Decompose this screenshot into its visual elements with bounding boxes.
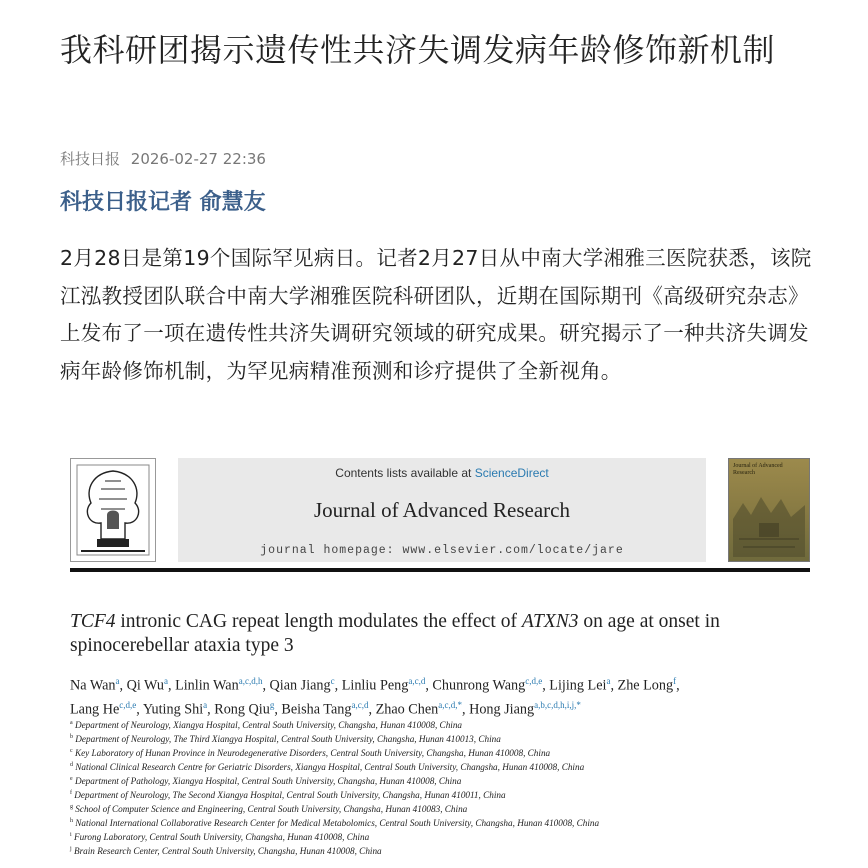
author-sup[interactable]: f: [673, 676, 677, 686]
affiliation-text: Department of Neurology, The Third Xiangya Hospital, Central South University, Changsha, Hunan 410013, China: [75, 734, 501, 745]
affiliation: [70, 830, 810, 844]
author-list: [70, 672, 810, 719]
journal-banner: [178, 458, 706, 562]
cover-title: Journal of Advanced Research: [733, 463, 783, 476]
author-sup[interactable]: g: [269, 699, 275, 710]
author-sup[interactable]: c: [330, 676, 335, 686]
author: Chunrong Wang: [432, 677, 526, 694]
affiliation-text: Brain Research Center, Central South University, Changsha, Hunan 410008, China: [73, 845, 382, 856]
affiliation: [70, 774, 810, 788]
affiliation-sup: f: [70, 789, 72, 796]
journal-name: Journal of Advanced Research: [314, 498, 570, 522]
title-gene-tcf4: TCF4: [70, 611, 116, 632]
author-sup[interactable]: a,c,d,h: [238, 676, 263, 686]
affiliation-sup: e: [70, 775, 73, 782]
affiliation-text: National Clinical Research Centre for Geriatric Disorders, Xiangya Hospital, Central South University, Changsha, Hunan 410008, China: [75, 761, 585, 772]
author: Zhe Long: [617, 677, 674, 694]
author-line-1: Na Wan$^a$, Qi Wu$^a$, Linlin Wan$^{a,c,d,h}$, Qian Jiang$^c$, Linliu Peng$^{a,c,d}$, Chunrong Wang$^{c,d,e}$, Lijing Lei$^a$, Zhe Long$^f$,: [70, 676, 680, 694]
affiliation-sup: b: [70, 733, 73, 740]
author-sup[interactable]: a: [606, 676, 611, 686]
title-part-2: on age at onset in spinocerebellar ataxia type 3: [70, 611, 720, 656]
affiliation-list: [70, 718, 810, 858]
author-sup[interactable]: a: [163, 676, 168, 686]
author: Linliu Peng: [341, 677, 409, 694]
article-source[interactable]: 科技日报: [60, 150, 121, 168]
author: Na Wan: [70, 677, 116, 694]
author: Zhao Chen: [375, 701, 439, 718]
author: Linlin Wan: [175, 677, 239, 694]
author-line-2: Lang He$^{c,d,e}$, Yuting Shi$^a$, Rong Qiu$^g$, Beisha Tang$^{a,c,d}$, Zhao Chen$^{a,c,d,*}$, Hong Jiang$^{a,b,c,d,h,i,j,*}$: [70, 699, 581, 718]
article-title: 我科研团揭示遗传性共济失调发病年龄修饰新机制: [60, 31, 776, 69]
contents-line: [178, 466, 706, 480]
journal-header: [70, 456, 810, 568]
paper-title: [70, 610, 790, 658]
affiliation-sup: a: [70, 720, 73, 726]
contents-prefix: Contents lists available at: [335, 466, 475, 480]
affiliation-text: Furong Laboratory, Central South University, Changsha, Hunan 410008, China: [73, 831, 370, 842]
affiliation-sup: h: [70, 817, 73, 824]
author: Rong Qiu: [214, 701, 270, 718]
author-sup[interactable]: a,b,c,d,h,i,j,*: [534, 699, 581, 710]
affiliation: [70, 788, 810, 802]
author-sup[interactable]: c,d,e: [119, 699, 137, 710]
author-sup[interactable]: a,c,d,*: [438, 699, 462, 710]
author-sup[interactable]: a: [115, 676, 120, 686]
article-meta: [60, 148, 266, 169]
author-sup[interactable]: c,d,e: [525, 676, 543, 686]
affiliation: [70, 760, 810, 774]
article-datetime: 2026-02-27 22:36: [130, 150, 266, 168]
affiliation: [70, 718, 810, 732]
header-rule: [70, 568, 810, 572]
affiliation: [70, 844, 810, 858]
elsevier-tree-logo: [70, 458, 156, 562]
affiliation-text: Department of Pathology, Xiangya Hospital, Central South University, Changsha, Hunan 410008, China: [74, 775, 462, 786]
title-part-1: intronic CAG repeat length modulates the effect of: [115, 611, 522, 632]
journal-homepage: journal homepage: www.elsevier.com/locate/jare: [260, 544, 624, 557]
affiliation-text: Department of Neurology, Xiangya Hospital, Central South University, Changsha, Hunan 410008, China: [74, 720, 463, 731]
article-paragraph: 2月28日是第19个国际罕见病日。记者2月27日从中南大学湘雅三医院获悉，该院江泓教授团队联合中南大学湘雅医院科研团队，近期在国际期刊《高级研究杂志》上发布了一项在遗传性共济失调研究领域的研究成果。研究揭示了一种共济失调发病年龄修饰机制，为罕见病精准预测和诊疗提供了全新视角。: [60, 246, 812, 383]
author-sup[interactable]: a: [203, 699, 208, 710]
affiliation-sup: c: [70, 747, 73, 754]
affiliation-text: School of Computer Science and Engineering, Central South University, Changsha, Hunan 410083, China: [75, 803, 468, 814]
affiliation-sup: d: [70, 761, 73, 768]
title-gene-atxn3: ATXN3: [521, 611, 579, 632]
affiliation-sup: g: [70, 803, 73, 810]
affiliation: [70, 816, 810, 830]
paper-image: [70, 456, 810, 864]
author: Hong Jiang: [469, 701, 535, 718]
affiliation-sup: j: [70, 845, 72, 852]
author: Lang He: [70, 701, 120, 718]
sciencedirect-link[interactable]: ScienceDirect: [474, 466, 549, 480]
author-sup[interactable]: a,c,d: [408, 676, 426, 686]
author: Qian Jiang: [269, 677, 331, 694]
affiliation-text: Key Laboratory of Hunan Province in Neurodegenerative Disorders, Central South University, Changsha, Hunan 410008, China: [74, 748, 551, 758]
affiliation: [70, 746, 810, 760]
author: Beisha Tang: [281, 701, 352, 718]
affiliation: [70, 732, 810, 746]
article-byline: 科技日报记者 俞慧友: [60, 190, 266, 215]
author: Lijing Lei: [549, 677, 607, 694]
author: Yuting Shi: [142, 701, 204, 718]
journal-cover-thumbnail: [728, 458, 810, 562]
affiliation: [70, 802, 810, 816]
author-sup[interactable]: a,c,d: [351, 699, 369, 710]
affiliation-sup: i: [70, 831, 72, 838]
author: Qi Wu: [126, 677, 164, 694]
affiliation-text: Department of Neurology, The Second Xiangya Hospital, Central South University, Changsha, Hunan 410011, China: [74, 789, 506, 800]
affiliation-text: National International Collaborative Research Center for Medical Metabolomics, Central South University, Changsha, Hunan 410008, China: [75, 817, 600, 828]
